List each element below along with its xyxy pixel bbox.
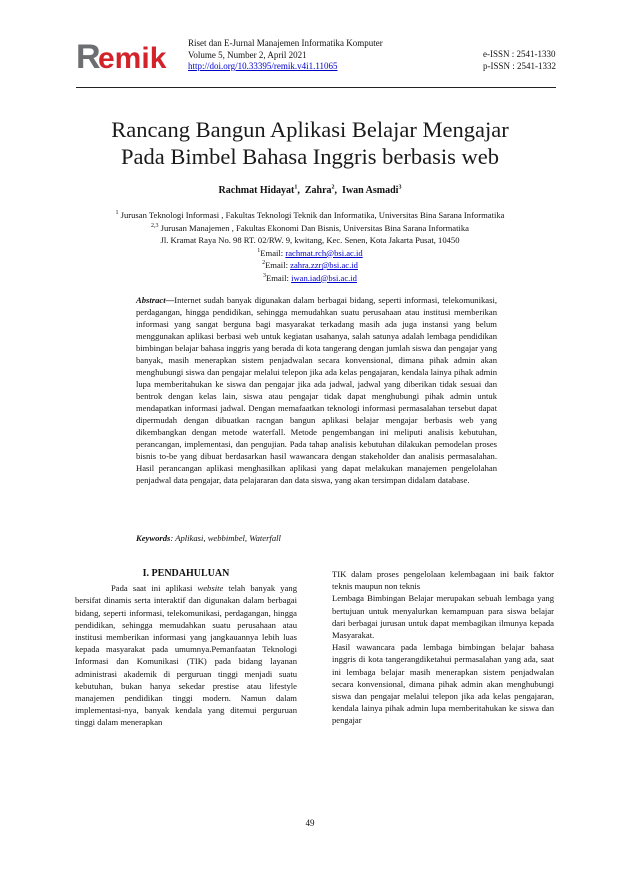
eissn: e-ISSN : 2541-1330: [482, 49, 556, 59]
email-line: $^3$Email: iwan.iad@bsi.ac.id: [263, 272, 357, 283]
author-list: Rachmat Hidayat$^1$, Zahra$^2$, Iwan Asmadi$^3$: [218, 184, 402, 196]
page-number: 49: [305, 818, 315, 828]
issn-block: [483, 49, 556, 72]
affiliation-1: $^1$ Jurusan Teknologi Informasi , Fakultas Teknologi Teknik dan Informatika, Universitas Bina Sarana Informatika: [115, 210, 505, 220]
title-line-1: Rancang Bangun Aplikasi Belajar Mengajar: [111, 117, 509, 142]
journal-info: [188, 38, 383, 73]
affiliations: [60, 209, 560, 284]
remik-logo: [76, 38, 180, 74]
journal-header: [76, 38, 556, 88]
email-line: $^2$Email: zahra.zzr@bsi.ac.id: [262, 260, 358, 270]
author-name: Rachmat Hidayat: [218, 185, 295, 196]
section-heading: I. PENDAHULUAN: [142, 568, 230, 579]
keywords: [136, 533, 497, 543]
keywords-text: : Aplikasi, webbimbel, Waterfall: [170, 533, 281, 543]
pissn: p-ISSN : 2541-1332: [482, 60, 556, 71]
abstract-text: Internet sudah banyak digunakan dalam berbagai bidang, seperti informasi, telekomunikasi, perdagangan, hingga pendidikan, sehingga memudahkan suatu perusahaan atau institusi memberikan informasi yang sangat berguna bagi masyarakat terkadang masih ada juga instansi yang belum menggunakan aplikasi berbasi web untuk kegiatan usahanya, salah satunya adalah lembaga pendidikan bimbingan belajar bahasa inggris yang berada di kota tangerang dengan jumlah siswa dan pengajar yang banyak, masih menerapkan sistem penjadwalan secara konvensional, dimana pihak admin akan menghubungi siswa dan pengajar melalui telepon jika ada kelas pengajaran, kendala lainya pihak admin lupa memberitahukan ke siswa dan pengajar jika ada jadwal, jadwal yang diberikan tidak sesuai dan bentrok dengan kelas lain, siswa atau pengajar tidak dapat menghubungi pihak admin untuk mendapatkan informasi jadwal. Dengan memafaatkan teknologi informasi permasalahan tersebut dapat dipermudah dengan dibuatkan racngan bangun aplikasi belajar mengajar berbasis web yang dikembangkan dengan metode waterfall. Metode pengembangan ini meliputi analisis kebutuhan, perancangan, implementasi, dan pengujian. Pada tahap analisis kebutuhan dilakukan pemodelan proses bisnis to-be yang dibuat berdasarkan hasil wawancara dengan stakeholder dan analisis permasalahan. Hasil perancangan aplikasi menghasilkan aplikasi yang dapat melakukan manajemen pengelolahan penjadwal data pengajar, data pelajararan dan data siswa, yang akan tersimpan didalam database.: [136, 295, 497, 485]
email-link[interactable]: iwan.iad@bsi.ac.id: [291, 272, 357, 283]
abstract-label: Abstract—: [136, 295, 175, 305]
header-rule: [76, 87, 556, 88]
author-name: Zahra: [304, 185, 332, 196]
email-line: $^1$Email: rachmat.rch@bsi.ac.id: [257, 247, 363, 258]
svg-text:R: R: [76, 38, 101, 74]
journal-volume: Volume 5, Number 2, April 2021: [188, 49, 307, 60]
abstract: [136, 294, 497, 486]
affiliation-address: Jl. Kramat Raya No. 98 RT. 02/RW. 9, kwitang, Kec. Senen, Kota Jakarta Pusat, 10450: [160, 235, 460, 245]
email-link[interactable]: zahra.zzr@bsi.ac.id: [290, 260, 358, 270]
email-link[interactable]: rachmat.rch@bsi.ac.id: [285, 247, 363, 258]
journal-name: Riset dan E-Jurnal Manajemen Informatika Komputer: [188, 38, 383, 48]
body-column-left: [75, 568, 297, 729]
body-paragraph: Lembaga Bimbingan Belajar merupakan sebuah lembaga yang bertujuan untuk menyalurkan kemampuan para siswa belajar dari berbagai jurusan untuk dapat membagikan ilmunya kepada Masyarakat.: [332, 593, 554, 641]
paper-title: [40, 116, 580, 170]
body-column-right: [332, 568, 554, 727]
affiliation-2: $^{2,3}$ Jurusan Manajemen , Fakultas Ekonomi Dan Bisnis, Universitas Bina Sarana Informatika: [150, 222, 470, 233]
body-paragraph: Pada saat ini aplikasi website telah banyak yang bersifat dinamis serta interaktif dan digunakan dalam berbagai bidang, seperti informasi, telekomunikasi, perdagangan, hingga pendidikan, sehingga memudahkan suatu perusahaan atau institusi memberikan informasi yang jangkauannya lebih luas kepada masyarakat pada umumnya.Pemanfaatan Teknologi Informasi dan Komunikasi (TIK) pada bidang layanan administrasi akademik di perguruan tinggi menjadi suatu kebutuhan, bukan hanya sekedar prestise atau lifestyle manajemen pendidikan tinggi modern. Namun dalam implementasi-nya, banyak kendala yang ditemui perguruan tinggi dalam menerapkan: [75, 583, 297, 728]
svg-text:emik: emik: [98, 42, 167, 74]
keywords-label: Keywords: [136, 533, 171, 543]
body-paragraph: Hasil wawancara pada lembaga bimbingan belajar bahasa inggris di kota tangerangdiketahui permasalahan yang ada, saat ini lembaga belajar masih menerapkan sistem penjadwalan secara konvensional, dimana pihak admin akan menghubungi siswa dan pengajar melalui telepon jika ada kelas pengajaran, kendala lainya pihak admin lupa memberitahukan ke siswa dan pengajar: [332, 642, 554, 726]
body-paragraph: TIK dalam proses pengelolaan kelembagaan ini baik faktor teknis maupun non teknis: [332, 569, 554, 592]
doi-link[interactable]: http://doi.org/10.33395/remik.v4i1.11065: [188, 61, 338, 71]
author-name: Iwan Asmadi: [342, 185, 399, 196]
title-line-2: Pada Bimbel Bahasa Inggris berbasis web: [120, 144, 500, 169]
